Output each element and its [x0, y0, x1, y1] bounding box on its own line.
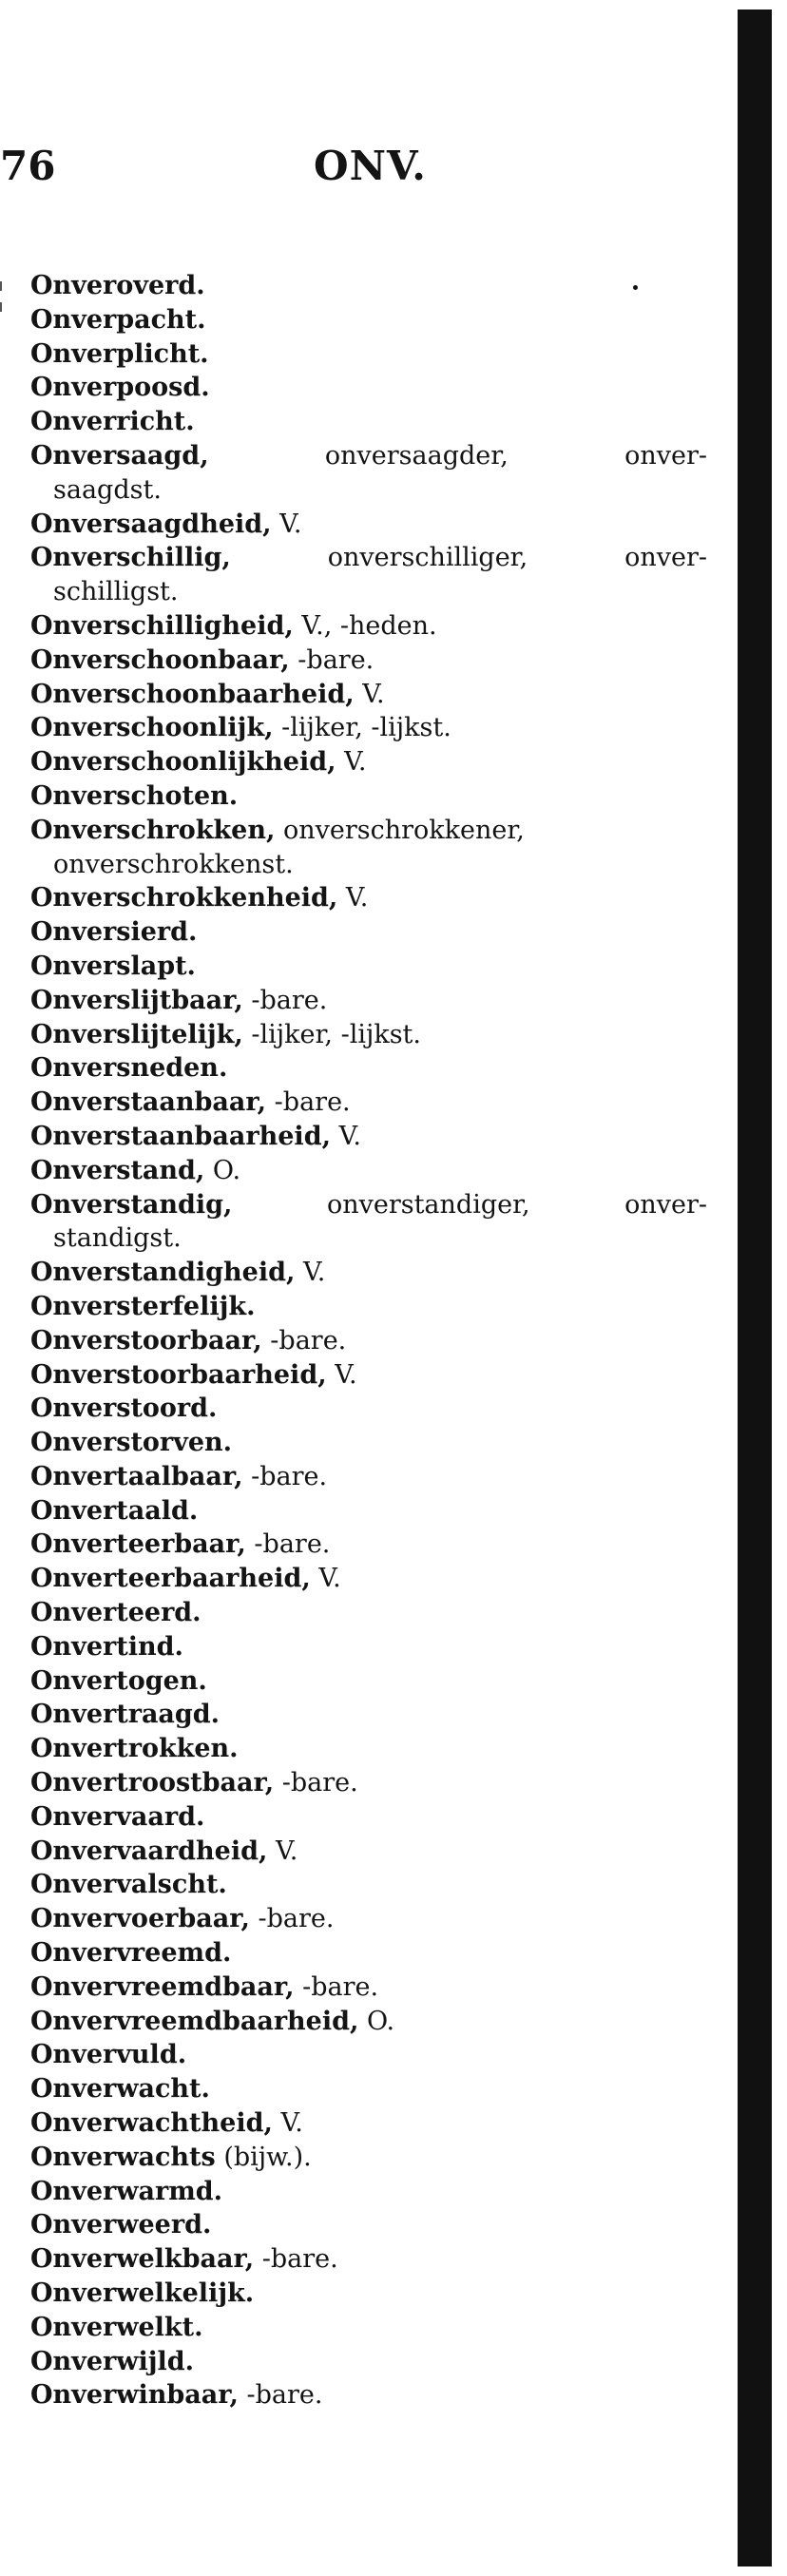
margin-mark: [0, 281, 2, 291]
dictionary-entry: [30, 2072, 715, 2106]
dictionary-entry: [30, 814, 715, 848]
entry-inflection: -bare.: [261, 2244, 338, 2275]
dictionary-entry: [30, 508, 715, 542]
dictionary-entry: [30, 1596, 715, 1630]
margin-mark: [0, 302, 2, 312]
entry-headword: Onverschoten.: [30, 780, 239, 811]
entry-headword: Onverwelkt.: [30, 2312, 203, 2342]
dictionary-entry: [30, 439, 707, 473]
entry-inflection: -bare.: [258, 1904, 335, 1934]
entry-headword: Onvertroostbaar,: [30, 1768, 275, 1798]
dictionary-entry: [30, 1324, 715, 1358]
dictionary-entry: [30, 337, 715, 372]
entry-inflection: V.: [335, 1359, 357, 1390]
dictionary-entry: [30, 2242, 715, 2277]
entry-headword: Onvervreemdbaar,: [30, 1971, 295, 2002]
entry-headword: Onversterfelijk.: [30, 1291, 256, 1321]
dictionary-entry: [30, 2005, 715, 2039]
entry-headword: Onverstoord.: [30, 1394, 218, 1424]
entry-continuation: onverschrokkenst.: [53, 849, 294, 879]
entry-headword: Onverteerbaar,: [30, 1529, 246, 1560]
dictionary-entry: [30, 1256, 715, 1290]
entry-headword: Onverslapt.: [30, 951, 196, 981]
entry-inflection: V.: [275, 1836, 298, 1866]
entry-list: [30, 269, 715, 2413]
dictionary-entry: [30, 541, 707, 575]
page-number: 76: [0, 143, 56, 189]
dictionary-entry: [30, 1766, 715, 1800]
dictionary-entry: [30, 1630, 715, 1664]
entry-headword: Onverricht.: [30, 407, 195, 437]
dictionary-entry: [30, 1494, 715, 1528]
dictionary-entry: [30, 2378, 715, 2413]
entry-headword: Onverstand,: [30, 1155, 205, 1185]
dictionary-entry: [30, 1120, 715, 1154]
entry-headword: Onvervreemdbaarheid,: [30, 2006, 359, 2036]
dictionary-entry: [30, 1664, 715, 1699]
dictionary-entry: [30, 1698, 715, 1732]
entry-inflection: O.: [212, 1155, 241, 1185]
dictionary-entry: [30, 950, 715, 984]
dictionary-entry: [30, 1528, 715, 1562]
dictionary-entry: [30, 2175, 715, 2209]
entry-headword: Onverweerd.: [30, 2210, 212, 2240]
entry-inflection: -bare.: [298, 644, 374, 675]
entry-headword: Onverstoorbaarheid,: [30, 1359, 327, 1390]
dictionary-entry: [30, 779, 715, 814]
entry-headword: Onverwelkbaar,: [30, 2244, 255, 2275]
entry-headword: Onverstorven.: [30, 1428, 233, 1458]
dictionary-entry: [30, 1868, 715, 1902]
entry-inflection: onversaagder,: [324, 440, 509, 471]
entry-headword: Onvervreemd.: [30, 1938, 232, 1969]
entry-inflection: V.: [318, 1564, 341, 1594]
entry-headword: Onverwacht.: [30, 2074, 210, 2105]
entry-headword: Onverslijtelijk,: [30, 1019, 243, 1049]
entry-inflection: -bare.: [281, 1768, 358, 1798]
dictionary-entry: [30, 609, 715, 644]
entry-headword: Onverwijld.: [30, 2346, 195, 2376]
entry-headword: Onverslijtbaar,: [30, 985, 243, 1015]
entry-inflection: V.: [338, 1121, 361, 1151]
dictionary-entry: [30, 2208, 715, 2242]
page-edge-shadow: [738, 10, 772, 2566]
dictionary-entry: [30, 1188, 707, 1222]
dictionary-entry: [30, 644, 715, 678]
entry-inflection-break: onver-: [624, 543, 707, 573]
entry-inflection: -lijker, -lijkst.: [251, 1019, 421, 1049]
dictionary-entry: [30, 1902, 715, 1936]
entry-headword: Onverschoonbaar,: [30, 644, 290, 675]
entry-inflection: -bare.: [302, 1971, 379, 2002]
entry-headword: Onvertogen.: [30, 1665, 207, 1696]
dictionary-entry: [30, 303, 715, 337]
dictionary-entry: [30, 711, 715, 745]
entry-headword: Onverplicht.: [30, 338, 209, 369]
entry-headword: Onverschoonlijk,: [30, 713, 274, 743]
entry-inflection: V.: [280, 2108, 303, 2139]
entry-headword: Onverstaanbaar,: [30, 1087, 267, 1118]
entry-headword: Onvervaardheid,: [30, 1836, 268, 1866]
entry-headword: Onvertaalbaar,: [30, 1461, 243, 1491]
dictionary-entry: [30, 1086, 715, 1120]
dictionary-entry: [30, 1460, 715, 1494]
dictionary-entry: [30, 1426, 715, 1460]
dictionary-entry: [30, 1392, 715, 1426]
dictionary-entry: [30, 1800, 715, 1835]
dictionary-entry: [30, 745, 715, 779]
entry-headword: Onversaagdheid,: [30, 509, 272, 539]
dictionary-entry: [30, 1018, 715, 1052]
entry-headword: Onversaagd,: [30, 440, 209, 471]
dictionary-entry: [30, 1154, 715, 1188]
dictionary-entry: [30, 915, 715, 950]
entry-inflection: V.: [344, 747, 367, 778]
entry-headword: Onverschillig,: [30, 543, 231, 573]
entry-inflection: (bijw.).: [223, 2142, 312, 2172]
dictionary-entry: [30, 2311, 715, 2345]
dictionary-entry: [30, 678, 715, 712]
entry-headword: Onverwelkelijk.: [30, 2278, 255, 2309]
entry-headword: Onverstandigheid,: [30, 1258, 296, 1288]
entry-continuation: standigst.: [53, 1223, 182, 1254]
entry-headword: Onverwachts: [30, 2142, 216, 2172]
entry-headword: Onverschrokken,: [30, 815, 276, 845]
entry-inflection: -bare.: [251, 985, 328, 1015]
entry-inflection: onverstandiger,: [326, 1189, 530, 1220]
entry-inflection: -bare.: [270, 1325, 347, 1355]
entry-inflection: -bare.: [254, 1529, 331, 1560]
entry-inflection: O.: [367, 2006, 395, 2036]
dictionary-entry: [30, 1732, 715, 1766]
entry-continuation: saagdst.: [53, 474, 162, 505]
entry-inflection: V., -heden.: [301, 610, 437, 641]
entry-inflection-break: onver-: [624, 440, 707, 471]
dictionary-entry: [30, 1290, 715, 1324]
dictionary-entry: [30, 881, 715, 915]
entry-headword: Onverpoosd.: [30, 373, 210, 403]
entry-continuation: schilligst.: [53, 577, 179, 607]
dictionary-entry: [30, 2038, 715, 2072]
entry-headword: Onveroverd.: [30, 271, 205, 300]
entry-headword: Onverschrokkenheid,: [30, 883, 338, 913]
dictionary-entry: [30, 1835, 715, 1869]
dictionary-entry: [30, 2345, 715, 2379]
entry-headword: Onvertaald.: [30, 1495, 199, 1526]
entry-inflection: onverschilliger,: [327, 543, 528, 573]
entry-inflection: onverschrokkener,: [282, 815, 525, 845]
entry-inflection-break: onver-: [624, 1189, 707, 1220]
entry-headword: Onverpacht.: [30, 304, 206, 335]
page-header: [0, 143, 722, 200]
dictionary-entry: [30, 1970, 715, 2005]
entry-headword: Onverwarmd.: [30, 2176, 223, 2206]
entry-headword: Onverstaanbaarheid,: [30, 1121, 331, 1151]
entry-headword: Onverstandig,: [30, 1189, 233, 1220]
dictionary-entry: [30, 2277, 715, 2311]
dictionary-entry: [30, 2106, 715, 2141]
entry-headword: Onvervuld.: [30, 2040, 187, 2070]
dictionary-entry: [30, 405, 715, 439]
entry-inflection: -bare.: [246, 2380, 323, 2411]
entry-inflection: V.: [362, 679, 385, 709]
entry-inflection: V.: [279, 509, 302, 539]
dictionary-entry: [30, 2141, 715, 2175]
entry-headword: Onverteerd.: [30, 1598, 202, 1628]
entry-headword: Onversierd.: [30, 917, 198, 948]
running-head: ONV.: [314, 143, 427, 189]
entry-headword: Onvertraagd.: [30, 1700, 221, 1730]
entry-headword: Onvervaard.: [30, 1801, 205, 1832]
entry-inflection: V.: [345, 883, 369, 913]
entry-headword: Onverstoorbaar,: [30, 1325, 262, 1355]
entry-headword: Onverwinbaar,: [30, 2380, 239, 2411]
entry-inflection: -lijker, -lijkst.: [281, 713, 451, 743]
entry-headword: Onvervoerbaar,: [30, 1904, 250, 1934]
entry-headword: Onverteerbaarheid,: [30, 1564, 311, 1594]
entry-headword: Onvertrokken.: [30, 1734, 239, 1764]
dictionary-entry: [30, 269, 715, 303]
dictionary-entry: [30, 1562, 715, 1596]
entry-inflection: V.: [303, 1258, 326, 1288]
entry-headword: Onvertind.: [30, 1631, 183, 1662]
dictionary-entry: [30, 1358, 715, 1393]
entry-headword: Onverwachtheid,: [30, 2108, 273, 2139]
dictionary-entry: [30, 1051, 715, 1086]
entry-headword: Onverschoonbaarheid,: [30, 679, 355, 709]
entry-headword: Onverschilligheid,: [30, 610, 294, 641]
entry-inflection: -bare.: [251, 1461, 328, 1491]
dictionary-entry: [30, 371, 715, 405]
entry-headword: Onversneden.: [30, 1053, 228, 1084]
entry-headword: Onvervalscht.: [30, 1870, 227, 1900]
dictionary-entry: [30, 1936, 715, 1970]
entry-inflection: -bare.: [274, 1087, 351, 1118]
dictionary-entry: [30, 984, 715, 1018]
entry-headword: Onverschoonlijkheid,: [30, 747, 336, 778]
